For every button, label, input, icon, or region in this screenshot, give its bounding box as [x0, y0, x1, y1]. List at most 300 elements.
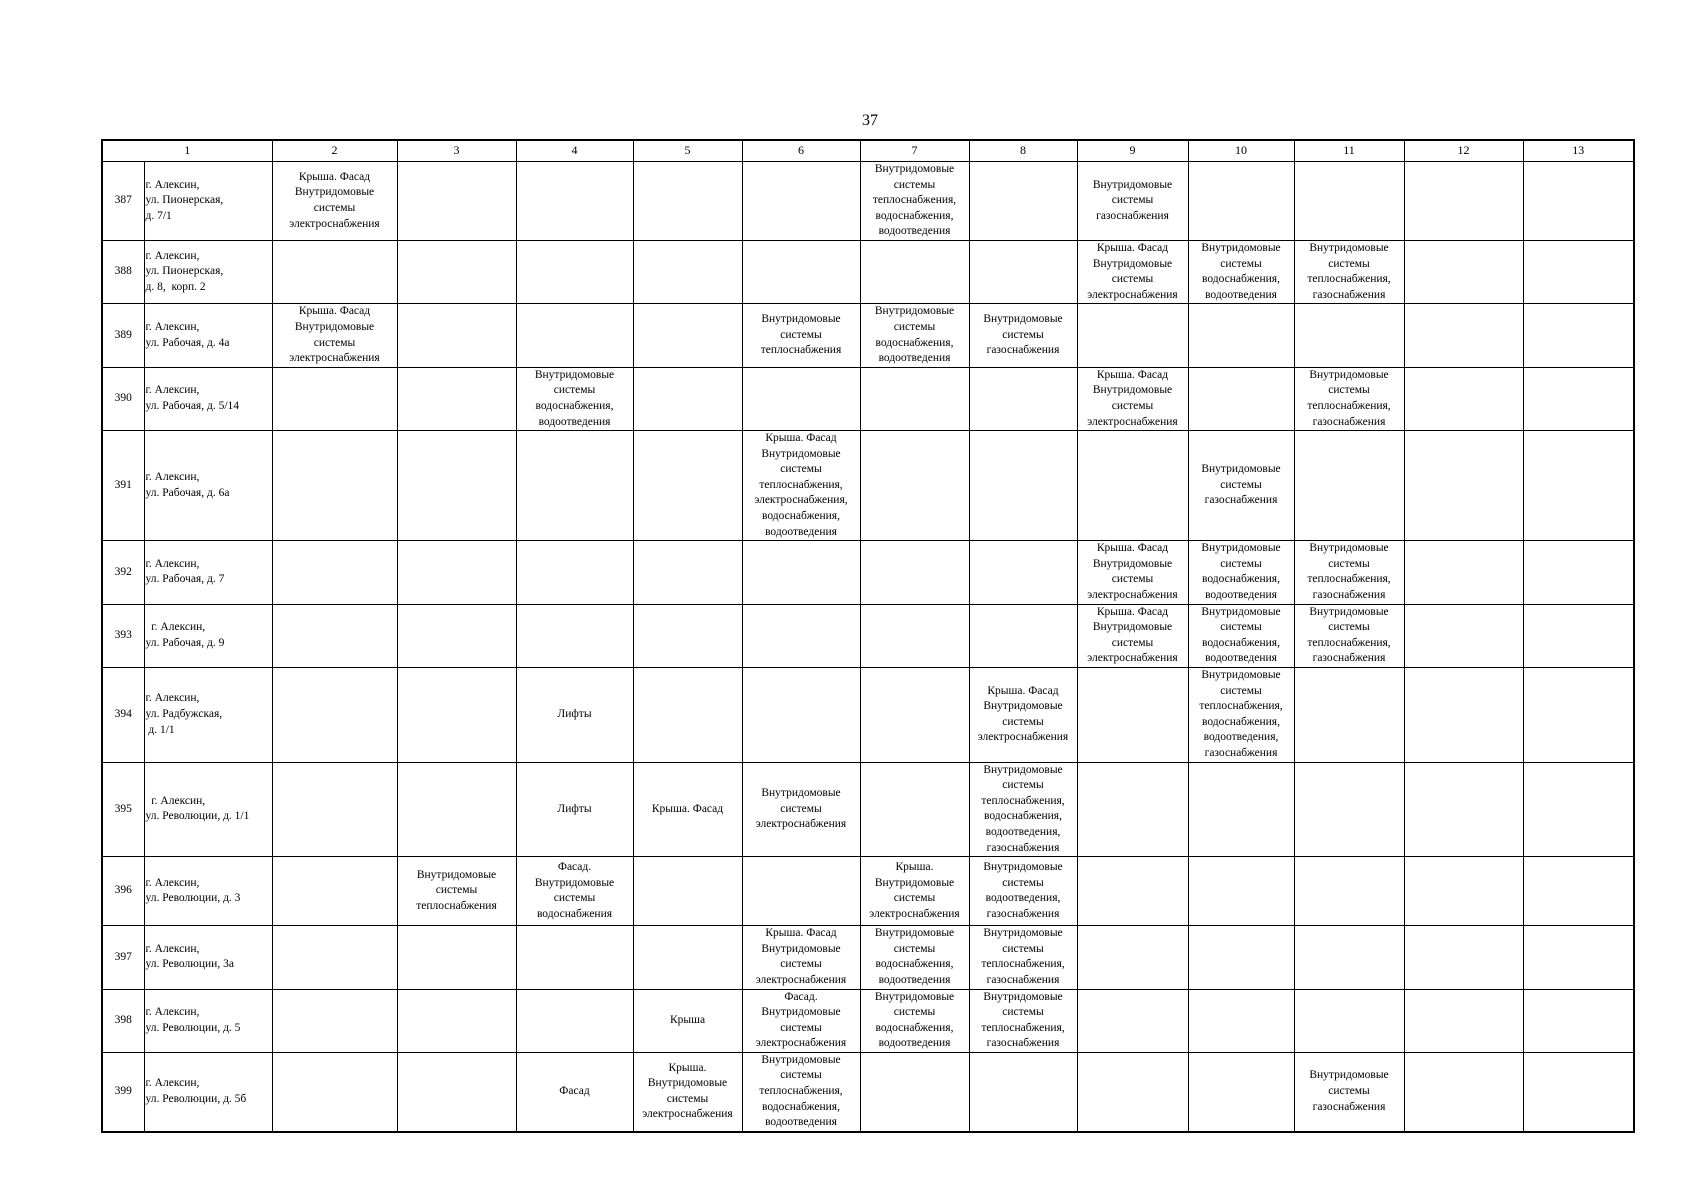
work-cell-col-9: [1077, 604, 1188, 667]
column-header-10: 10: [1188, 140, 1294, 162]
work-cell-col-8: [969, 431, 1077, 541]
work-cell-col-5: [633, 304, 742, 367]
work-cell-col-4: [516, 367, 633, 430]
work-line: Крыша. Фасад: [765, 927, 837, 940]
work-line: электроснабжения: [1087, 415, 1178, 428]
address-line: г. Алексин,: [145, 876, 200, 889]
work-line: водоотведения: [1205, 288, 1277, 301]
work-cell-col-5: [633, 926, 742, 989]
work-cell-col-4: [516, 541, 633, 604]
work-cell-col-12: [1404, 431, 1523, 541]
work-line: системы: [1220, 257, 1262, 270]
work-line: Фасад: [559, 1085, 590, 1098]
work-cell-col-6: [742, 762, 860, 857]
work-line: теплоснабжения,: [1199, 700, 1283, 713]
work-cell-col-3: [397, 926, 516, 989]
table-row: [102, 762, 1634, 857]
work-cell-col-12: [1404, 304, 1523, 367]
work-line: системы: [893, 1006, 936, 1019]
work-cell-col-11: [1294, 1052, 1404, 1131]
work-cell-col-10: [1188, 668, 1294, 763]
work-line: Внутридомовые: [983, 927, 1063, 940]
work-cell-col-8: [969, 367, 1077, 430]
work-cell-col-10: [1188, 240, 1294, 303]
work-cell-col-9: [1077, 1052, 1188, 1131]
work-cell-col-8: [969, 989, 1077, 1052]
work-line: теплоснабжения,: [759, 478, 843, 491]
work-cell-col-7: [860, 926, 969, 989]
work-line: теплоснабжения: [416, 899, 497, 912]
work-line: водоотведения: [878, 973, 951, 986]
work-line: Внутридомовые: [294, 186, 375, 199]
work-line: Внутридомовые: [1092, 257, 1173, 270]
column-header-6: 6: [742, 140, 860, 162]
work-cell-col-6: [742, 162, 860, 241]
work-cell-col-6: [742, 926, 860, 989]
work-line: Внутридомовые: [874, 163, 955, 175]
work-cell-col-12: [1404, 989, 1523, 1052]
work-line: системы: [1111, 573, 1154, 586]
work-cell-col-13: [1523, 1052, 1634, 1131]
work-cell-col-8: [969, 926, 1077, 989]
work-line: Внутридомовые: [1092, 384, 1173, 397]
work-cell-col-3: [397, 541, 516, 604]
work-cell-col-9: [1077, 541, 1188, 604]
column-header-2: 2: [272, 140, 397, 162]
work-line: электроснабжения: [1087, 652, 1178, 665]
work-line: водоотведения: [1205, 652, 1277, 665]
work-cell-col-2: [272, 926, 397, 989]
work-cell-col-4: [516, 304, 633, 367]
work-cell-col-13: [1523, 989, 1634, 1052]
address-line: ул. Рабочая, д. 5/14: [145, 399, 240, 412]
work-line: газоснабжения: [986, 973, 1060, 986]
work-cell-col-12: [1404, 604, 1523, 667]
work-line: Фасад.: [557, 860, 592, 873]
work-line: системы: [780, 328, 822, 341]
address-cell: [144, 668, 272, 763]
work-cell-col-4: [516, 668, 633, 763]
work-cell-col-4: [516, 926, 633, 989]
work-cell-col-12: [1404, 926, 1523, 989]
work-cell-col-5: [633, 857, 742, 926]
address-line: ул. Революции, д. 5: [145, 1021, 241, 1034]
work-cell-col-4: [516, 989, 633, 1052]
work-line: электроснабжения: [289, 352, 380, 365]
work-line: системы: [893, 320, 936, 333]
column-number-row: [102, 140, 1634, 162]
address-line: ул. Рабочая, д. 4а: [145, 336, 230, 349]
work-cell-col-4: [516, 1052, 633, 1131]
work-cell-col-10: [1188, 857, 1294, 926]
work-line: Крыша: [669, 1013, 706, 1026]
work-cell-col-2: [272, 989, 397, 1052]
work-line: системы: [313, 201, 356, 214]
work-cell-col-7: [860, 367, 969, 430]
work-cell-col-6: [742, 857, 860, 926]
work-line: системы: [1111, 636, 1154, 649]
work-cell-col-2: [272, 668, 397, 763]
work-line: Внутридомовые: [761, 1006, 841, 1019]
work-cell-col-5: [633, 762, 742, 857]
work-cell-col-3: [397, 304, 516, 367]
work-cell-col-2: [272, 162, 397, 241]
table-row: [102, 304, 1634, 367]
address-line: г. Алексин,: [145, 557, 200, 570]
work-line: системы: [1002, 328, 1044, 341]
work-cell-col-8: [969, 762, 1077, 857]
work-line: электроснабжения: [755, 973, 847, 986]
work-line: газоснабжения: [1312, 652, 1386, 665]
address-line: ул. Рабочая, д. 9: [145, 636, 225, 649]
work-line: системы: [1328, 1085, 1370, 1098]
work-cell-col-6: [742, 1052, 860, 1131]
work-line: газоснабжения: [986, 907, 1060, 920]
work-line: газоснабжения: [986, 344, 1060, 357]
work-cell-col-13: [1523, 857, 1634, 926]
work-line: газоснабжения: [986, 841, 1060, 854]
row-number: 389: [102, 304, 144, 367]
work-cell-col-13: [1523, 762, 1634, 857]
address-line: д. 7/1: [145, 209, 172, 222]
work-cell-col-3: [397, 857, 516, 926]
row-number: 398: [102, 989, 144, 1052]
work-line: газоснабжения: [1312, 589, 1386, 602]
work-line: газоснабжения: [1312, 415, 1386, 428]
work-cell-col-13: [1523, 541, 1634, 604]
column-header-4: 4: [516, 140, 633, 162]
work-line: теплоснабжения,: [759, 1085, 843, 1098]
work-line: Крыша. Фасад: [298, 305, 371, 318]
work-cell-col-2: [272, 1052, 397, 1131]
row-number: 392: [102, 541, 144, 604]
work-line: теплоснабжения,: [1307, 636, 1391, 649]
work-line: Внутридомовые: [983, 313, 1063, 326]
work-line: водоснабжения,: [1202, 273, 1280, 286]
column-header-1: 1: [102, 140, 272, 162]
work-cell-col-11: [1294, 541, 1404, 604]
work-cell-col-3: [397, 367, 516, 430]
row-number: 396: [102, 857, 144, 926]
work-cell-col-10: [1188, 1052, 1294, 1131]
work-cell-col-12: [1404, 162, 1523, 241]
work-line: водоснабжения,: [875, 958, 954, 971]
work-cell-col-7: [860, 541, 969, 604]
work-cell-col-7: [860, 857, 969, 926]
work-cell-col-11: [1294, 926, 1404, 989]
work-cell-col-4: [516, 162, 633, 241]
work-cell-col-6: [742, 541, 860, 604]
work-cell-col-5: [633, 989, 742, 1052]
work-cell-col-12: [1404, 857, 1523, 926]
work-line: водоотведения,: [985, 825, 1061, 838]
work-line: электроснабжения: [869, 907, 960, 920]
row-number: 391: [102, 431, 144, 541]
column-header-7: 7: [860, 140, 969, 162]
work-line: Внутридомовые: [983, 763, 1063, 776]
work-cell-col-10: [1188, 541, 1294, 604]
table-row: [102, 162, 1634, 241]
work-line: водоснабжения,: [1202, 636, 1280, 649]
work-line: системы: [893, 942, 936, 955]
work-cell-col-6: [742, 989, 860, 1052]
column-header-11: 11: [1294, 140, 1404, 162]
work-line: системы: [1220, 621, 1262, 634]
work-line: Внутридомовые: [1201, 463, 1281, 476]
work-line: системы: [893, 178, 936, 191]
table-body: [102, 162, 1634, 1132]
work-cell-col-13: [1523, 431, 1634, 541]
work-line: Внутридомовые: [1201, 605, 1281, 618]
table-row: [102, 926, 1634, 989]
repair-schedule-table: [101, 139, 1635, 1133]
work-line: газоснабжения: [986, 1037, 1060, 1050]
address-line: ул. Рабочая, д. 6а: [145, 486, 230, 499]
row-number: 395: [102, 762, 144, 857]
address-cell: [144, 857, 272, 926]
work-line: Внутридомовые: [874, 990, 955, 1003]
work-line: Внутридомовые: [761, 1053, 841, 1066]
work-cell-col-13: [1523, 604, 1634, 667]
work-line: водоснабжения,: [535, 399, 614, 412]
work-cell-col-5: [633, 541, 742, 604]
work-line: Внутридомовые: [1092, 178, 1173, 191]
work-cell-col-11: [1294, 604, 1404, 667]
column-header-5: 5: [633, 140, 742, 162]
work-cell-col-4: [516, 762, 633, 857]
work-cell-col-10: [1188, 989, 1294, 1052]
work-line: Крыша. Фасад: [1096, 542, 1169, 555]
work-line: Внутридомовые: [761, 313, 841, 326]
column-header-12: 12: [1404, 140, 1523, 162]
address-line: г. Алексин,: [145, 942, 200, 955]
work-line: теплоснабжения,: [1307, 399, 1391, 412]
work-line: водоотведения: [1205, 589, 1277, 602]
work-line: водоотведения: [878, 1037, 951, 1050]
work-cell-col-7: [860, 762, 969, 857]
address-cell: [144, 240, 272, 303]
work-line: Внутридомовые: [1201, 669, 1281, 681]
work-line: Внутридомовые: [294, 320, 375, 333]
work-cell-col-10: [1188, 162, 1294, 241]
work-cell-col-11: [1294, 162, 1404, 241]
row-number: 394: [102, 668, 144, 763]
address-cell: [144, 1052, 272, 1131]
work-cell-col-12: [1404, 1052, 1523, 1131]
work-line: системы: [780, 463, 822, 476]
work-cell-col-9: [1077, 367, 1188, 430]
work-cell-col-9: [1077, 240, 1188, 303]
work-cell-col-10: [1188, 604, 1294, 667]
work-line: газоснабжения: [1204, 746, 1278, 759]
work-line: Внутридомовые: [1309, 368, 1389, 381]
work-cell-col-2: [272, 240, 397, 303]
table-row: [102, 604, 1634, 667]
address-line: ул. Революции, 3а: [145, 958, 234, 971]
work-cell-col-9: [1077, 857, 1188, 926]
work-line: системы: [780, 958, 822, 971]
work-line: водоснабжения,: [762, 1100, 840, 1113]
work-cell-col-8: [969, 604, 1077, 667]
address-line: г. Алексин,: [145, 471, 200, 484]
work-cell-col-12: [1404, 541, 1523, 604]
work-line: Внутридомовые: [761, 447, 841, 460]
work-line: Крыша. Фасад: [765, 432, 837, 445]
column-header-8: 8: [969, 140, 1077, 162]
work-cell-col-11: [1294, 762, 1404, 857]
work-line: Крыша. Фасад: [651, 802, 724, 815]
work-line: Внутридомовые: [874, 305, 955, 318]
work-line: водоотведения,: [985, 892, 1061, 905]
work-line: Внутридомовые: [1201, 542, 1281, 555]
work-cell-col-2: [272, 367, 397, 430]
column-header-13: 13: [1523, 140, 1634, 162]
address-cell: [144, 541, 272, 604]
work-line: системы: [780, 1069, 822, 1082]
row-number: 393: [102, 604, 144, 667]
work-cell-col-9: [1077, 762, 1188, 857]
work-line: Внутридомовые: [416, 868, 497, 881]
work-cell-col-2: [272, 541, 397, 604]
work-cell-col-10: [1188, 304, 1294, 367]
work-cell-col-6: [742, 240, 860, 303]
work-cell-col-11: [1294, 367, 1404, 430]
work-line: системы: [1111, 194, 1154, 207]
work-line: теплоснабжения,: [872, 194, 957, 207]
address-line: г. Алексин,: [145, 249, 200, 262]
address-line: г. Алексин,: [145, 1006, 200, 1019]
work-cell-col-7: [860, 431, 969, 541]
row-number: 397: [102, 926, 144, 989]
work-line: системы: [780, 802, 822, 815]
work-line: Внутридомовые: [874, 876, 955, 889]
work-line: водоснабжения,: [762, 510, 840, 523]
address-cell: [144, 304, 272, 367]
work-line: электроснабжения: [1087, 589, 1178, 602]
address-cell: [144, 604, 272, 667]
work-line: Внутридомовые: [1309, 542, 1389, 555]
work-cell-col-8: [969, 304, 1077, 367]
work-line: водоотведения,: [1203, 731, 1279, 744]
row-number: 387: [102, 162, 144, 241]
work-cell-col-10: [1188, 926, 1294, 989]
work-line: водоснабжения,: [1202, 715, 1280, 728]
work-line: системы: [553, 384, 596, 397]
address-line: г. Алексин,: [145, 621, 206, 634]
table-row: [102, 431, 1634, 541]
work-line: водоотведения: [878, 225, 951, 238]
work-line: газоснабжения: [1312, 1100, 1386, 1113]
work-line: водоснабжения,: [984, 810, 1062, 823]
column-header-9: 9: [1077, 140, 1188, 162]
work-line: Лифты: [557, 707, 592, 720]
work-cell-col-9: [1077, 431, 1188, 541]
work-cell-col-9: [1077, 989, 1188, 1052]
work-cell-col-3: [397, 762, 516, 857]
work-line: Внутридомовые: [874, 927, 955, 940]
work-cell-col-2: [272, 762, 397, 857]
row-number: 390: [102, 367, 144, 430]
work-cell-col-13: [1523, 926, 1634, 989]
work-line: газоснабжения: [1312, 288, 1386, 301]
work-cell-col-2: [272, 431, 397, 541]
work-line: Внутридомовые: [534, 368, 615, 381]
work-line: Внутридомовые: [1309, 1069, 1389, 1082]
work-line: Внутридомовые: [1309, 241, 1389, 254]
work-line: системы: [1002, 876, 1044, 889]
work-line: системы: [435, 884, 478, 897]
work-line: электроснабжения: [642, 1108, 733, 1121]
work-line: системы: [313, 336, 356, 349]
work-line: теплоснабжения,: [1307, 273, 1391, 286]
work-cell-col-5: [633, 431, 742, 541]
row-number: 388: [102, 240, 144, 303]
work-cell-col-7: [860, 304, 969, 367]
work-cell-col-12: [1404, 240, 1523, 303]
work-cell-col-8: [969, 668, 1077, 763]
work-cell-col-5: [633, 240, 742, 303]
work-line: газоснабжения: [1204, 494, 1278, 507]
page-number: 37: [862, 112, 878, 129]
work-cell-col-5: [633, 604, 742, 667]
work-line: водоснабжения,: [1202, 573, 1280, 586]
work-line: Крыша. Фасад: [1096, 368, 1169, 381]
address-line: г. Алексин,: [145, 320, 200, 333]
work-line: Внутридомовые: [1201, 241, 1281, 254]
address-cell: [144, 762, 272, 857]
work-cell-col-11: [1294, 989, 1404, 1052]
work-cell-col-3: [397, 604, 516, 667]
work-cell-col-8: [969, 162, 1077, 241]
work-line: Внутридомовые: [761, 786, 841, 799]
address-line: ул. Революции, д. 5б: [145, 1092, 247, 1105]
work-cell-col-11: [1294, 431, 1404, 541]
work-line: системы: [1328, 557, 1370, 570]
work-line: водоотведения: [538, 415, 611, 428]
table-row: [102, 240, 1634, 303]
table-row: [102, 668, 1634, 763]
work-cell-col-13: [1523, 668, 1634, 763]
work-line: системы: [666, 1092, 709, 1105]
work-cell-col-11: [1294, 857, 1404, 926]
address-line: ул. Революции, д. 1/1: [145, 810, 250, 823]
work-line: водоснабжения: [536, 907, 613, 920]
table-row: [102, 989, 1634, 1052]
work-line: водоснабжения,: [875, 1021, 954, 1034]
work-cell-col-11: [1294, 304, 1404, 367]
address-line: г. Алексин,: [145, 1077, 200, 1090]
work-cell-col-8: [969, 541, 1077, 604]
work-line: электроснабжения: [1087, 288, 1178, 301]
work-line: Внутридомовые: [983, 860, 1063, 873]
work-cell-col-7: [860, 240, 969, 303]
work-line: системы: [1220, 684, 1262, 697]
work-cell-col-10: [1188, 367, 1294, 430]
work-line: электроснабжения: [755, 1037, 847, 1050]
work-cell-col-6: [742, 304, 860, 367]
work-line: системы: [1328, 257, 1370, 270]
work-cell-col-9: [1077, 926, 1188, 989]
work-cell-col-6: [742, 668, 860, 763]
work-line: системы: [1328, 384, 1370, 397]
work-cell-col-7: [860, 162, 969, 241]
work-cell-col-4: [516, 604, 633, 667]
work-cell-col-3: [397, 162, 516, 241]
work-line: водоотведения: [878, 352, 951, 365]
address-line: г. Алексин,: [145, 794, 206, 807]
address-line: д. 1/1: [145, 723, 175, 736]
work-line: Крыша. Фасад: [298, 170, 371, 183]
